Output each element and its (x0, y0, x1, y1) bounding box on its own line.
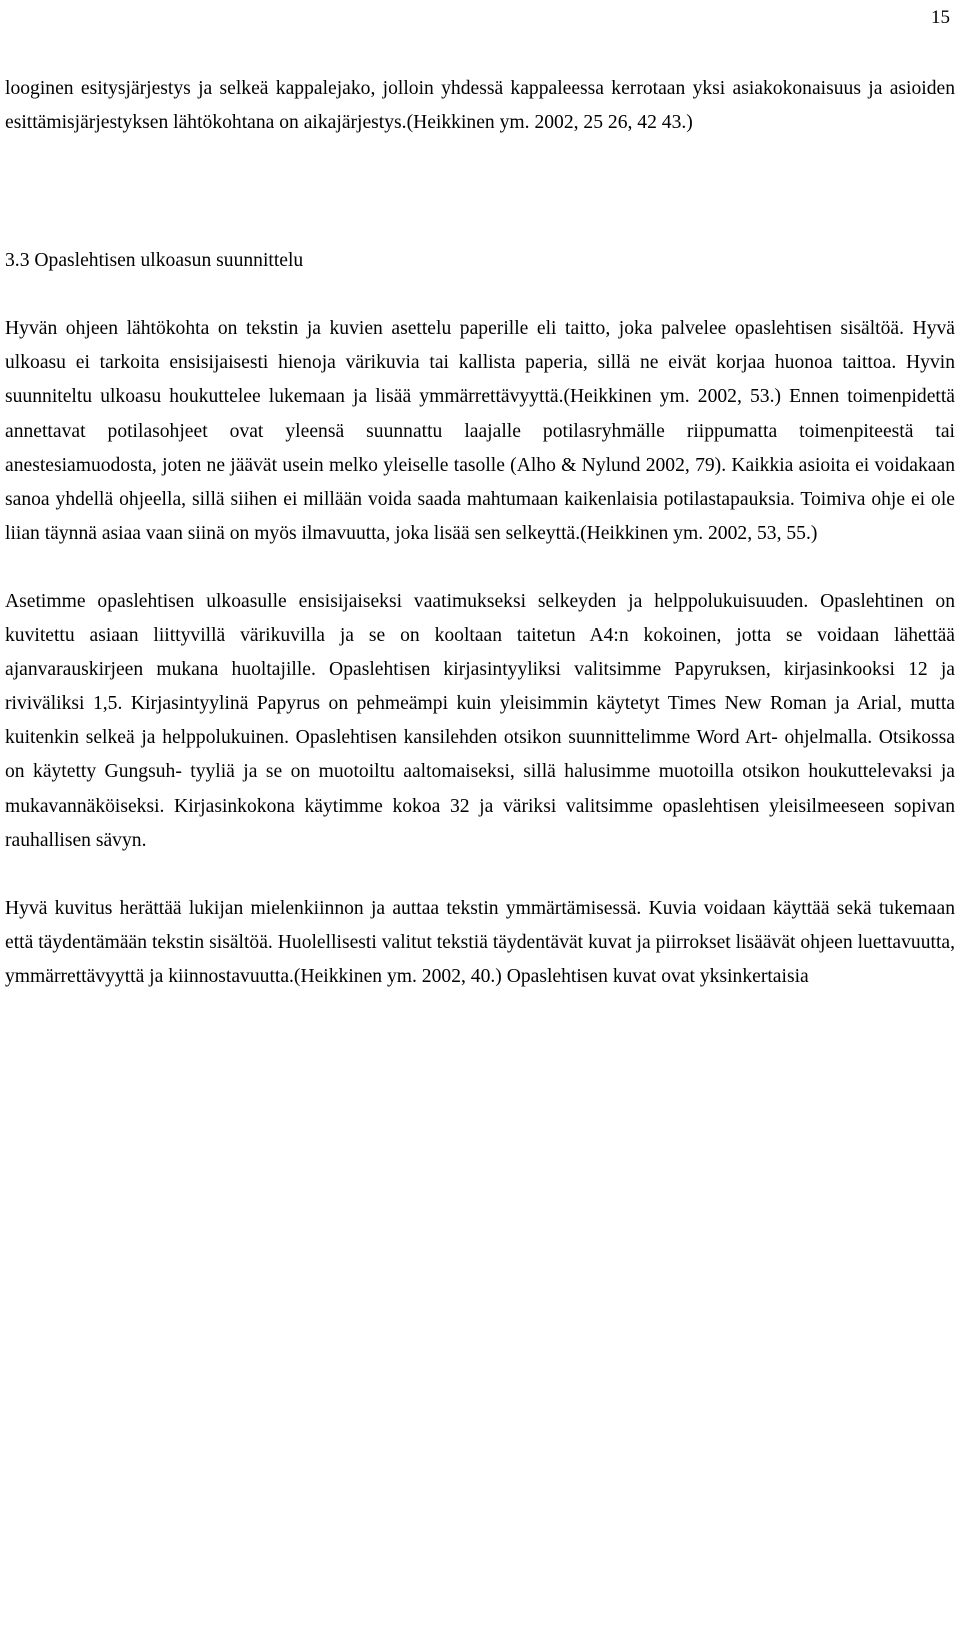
paragraph-illustration: Hyvä kuvitus herättää lukijan mielenkiinnon ja auttaa tekstin ymmärtämisessä. Kuvia voidaan käyttää sekä tukemaan että täydentämään tekstin sisältöä. Huolellisesti valitut tekstiä täydentävät kuvat ja piirrokset lisäävät ohjeen luettavuutta, ymmärrettävyyttä ja kiinnostavuutta.(Heikkinen ym. 2002, 40.) Opaslehtisen kuvat ovat yksinkertaisia (5, 897, 955, 987)
section-heading: 3.3 Opaslehtisen ulkoasun suunnittelu (5, 250, 304, 272)
paragraph-layout-design: Hyvän ohjeen lähtökohta on tekstin ja kuvien asettelu paperille eli taitto, joka palvelee opaslehtisen sisältöä. Hyvä ulkoasu ei tarkoita ensisijaisesti hienoja värikuvia tai kallista paperia, sillä ne eivät korjaa huonoa taittoa. Hyvin suunniteltu ulkoasu houkuttelee lukemaan ja lisää ymmärrettävyyttä.(Heikkinen ym. 2002, 53.) Ennen toimenpidettä annettavat potilasohjeet ovat yleensä suunnattu laajalle potilasryhmälle riippumatta toimenpiteestä tai anestesiamuodosta, joten ne jäävät usein melko yleiselle tasolle (Alho & Nylund 2002, 79). Kaikkia asioita ei voidakaan sanoa yhdellä ohjeella, sillä siihen ei millään voida saada mahtumaan kaikenlaisia potilastapauksia. Toimiva ohje ei ole liian täynnä asiaa vaan siinä on myös ilmavuutta, joka lisää sen selkeyttä.(Heikkinen ym. 2002, 53, 55.) (5, 318, 955, 544)
page-number: 15 (931, 7, 950, 28)
intro-paragraph: looginen esitysjärjestys ja selkeä kappalejako, jolloin yhdessä kappaleessa kerrotaan yksi asiakokonaisuus ja asioiden esittämisjärjestyksen lähtökohtana on aikajärjestys.(Heikkinen ym. 2002, 25 26, 42 43.) (5, 78, 955, 134)
paragraph-layout-requirements: Asetimme opaslehtisen ulkoasulle ensisijaiseksi vaatimukseksi selkeyden ja helppolukuisuuden. Opaslehtinen on kuvitettu asiaan liittyvillä värikuvilla ja se on kooltaan taitetun A4:n kokoinen, jotta se voidaan lähettää ajanvarauskirjeen mukana huoltajille. Opaslehtisen kirjasintyyliksi valitsimme Papyruksen, kirjasinkooksi 12 ja riviväliksi 1,5. Kirjasintyylinä Papyrus on pehmeämpi kuin yleisimmin käytetyt Times New Roman ja Arial, mutta kuitenkin selkeä ja helppolukuinen. Opaslehtisen kansilehden otsikon suunnittelimme Word Art- ohjelmalla. Otsikossa on käytetty Gungsuh- tyyliä ja se on muotoiltu aaltomaiseksi, sillä halusimme muotoilla otsikon houkuttelevaksi ja mukavannäköiseksi. Kirjasinkokona käytimme kokoa 32 ja väriksi valitsimme opaslehtisen yleisilmeeseen sopivan rauhallisen sävyn. (5, 590, 955, 851)
document-body (5, 72, 955, 994)
